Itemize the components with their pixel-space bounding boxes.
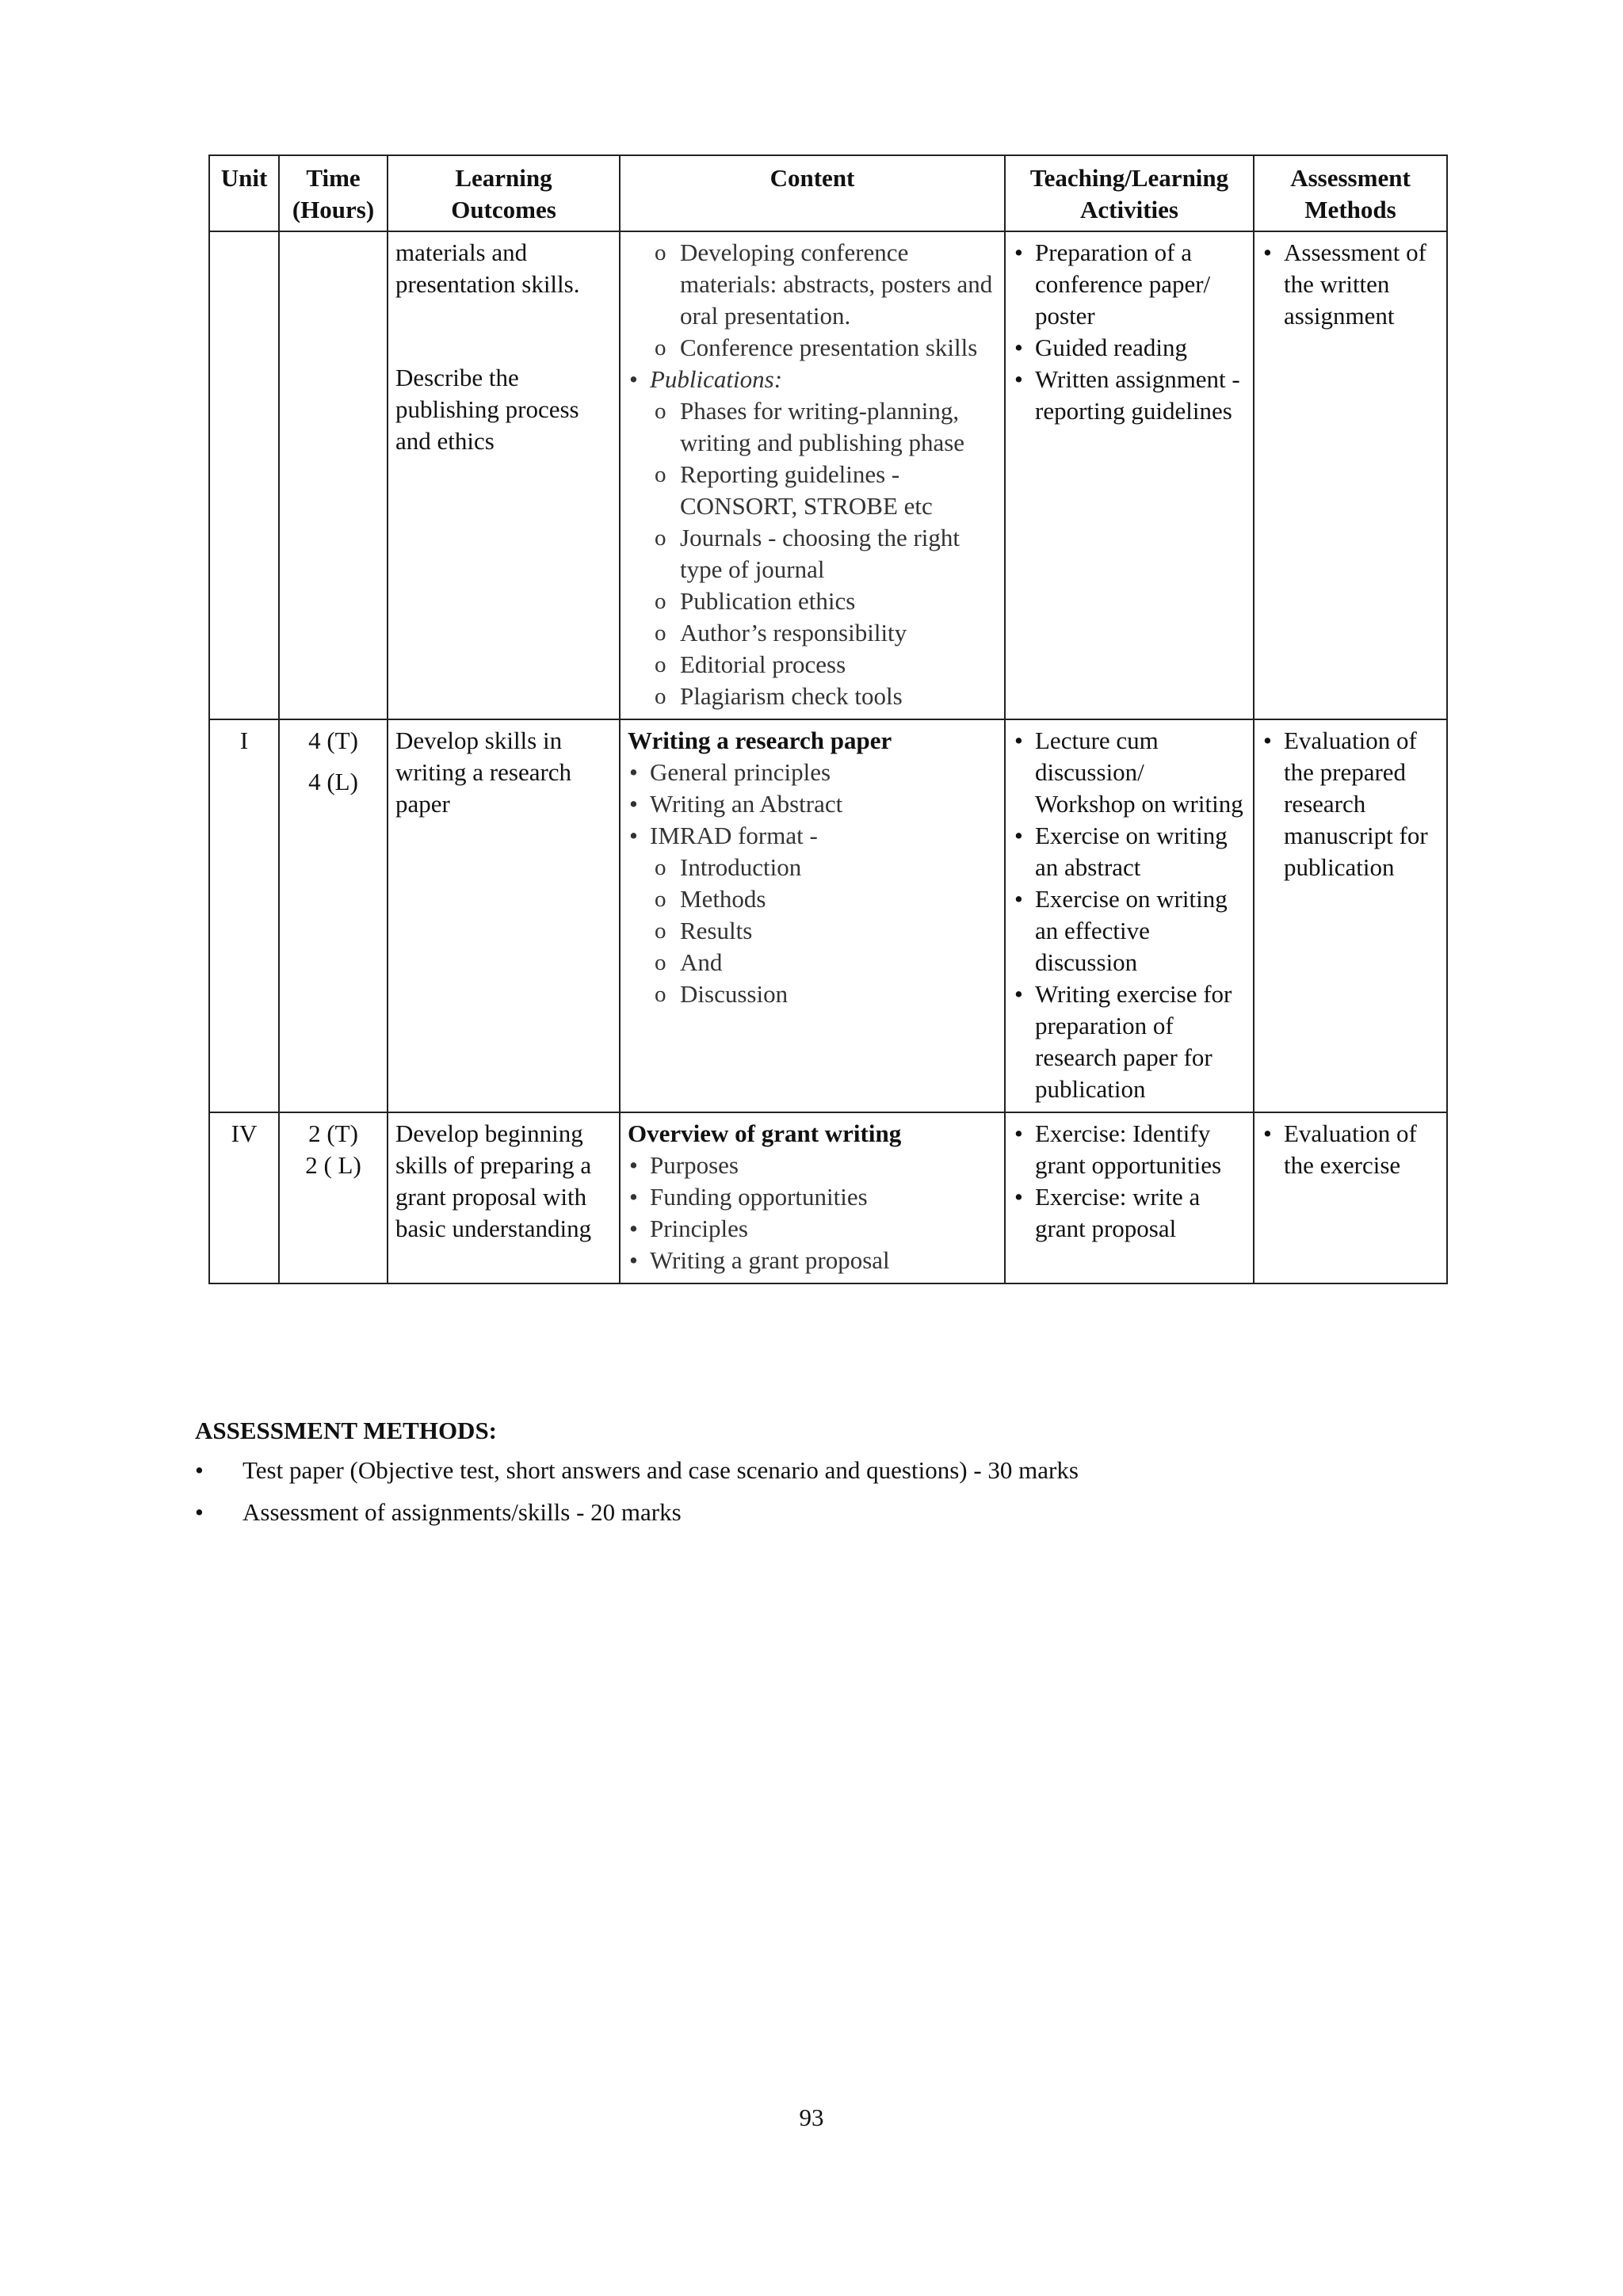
content-sub-list: [650, 395, 997, 712]
content-sub-item: o Publication ethics: [650, 585, 997, 617]
time-lab: 2 ( L): [305, 1151, 361, 1179]
outcome-text: Describe the publishing process and ethics: [395, 364, 579, 455]
header-time: [279, 155, 388, 231]
spacer: [395, 300, 612, 362]
syllabus-table: [208, 154, 1448, 1284]
content-sub-list: [650, 852, 997, 1010]
activity-item: • Guided reading: [1013, 332, 1246, 364]
content-sub-item: o And: [650, 947, 997, 978]
header-content: Content: [620, 155, 1005, 231]
table-row: [209, 1112, 1447, 1283]
content-item: • Funding opportunities: [628, 1181, 997, 1213]
outcomes-cell: [388, 719, 620, 1112]
activities-cell: [1005, 719, 1254, 1112]
header-activities-line: Teaching/Learning: [1029, 164, 1229, 192]
activity-item: • Exercise: write a grant proposal: [1013, 1181, 1246, 1245]
header-unit: Unit: [209, 155, 279, 231]
assessment-cell: [1254, 231, 1447, 719]
content-sub-item: o Methods: [650, 883, 997, 915]
content-sub-item: o Introduction: [650, 852, 997, 883]
content-sub-item: o Conference presentation skills: [650, 332, 997, 364]
activities-cell: [1005, 231, 1254, 719]
content-item: [628, 820, 997, 1010]
page-number: 93: [799, 2103, 824, 2131]
outcome-text: Develop beginning skills of preparing a grant proposal with basic understanding: [395, 1119, 592, 1242]
content-item-label: Publications:: [650, 365, 783, 393]
assessment-item: • Evaluation of the exercise: [1262, 1118, 1439, 1181]
time-cell: [279, 719, 388, 1112]
content-sub-list: [650, 237, 997, 364]
content-item: [628, 364, 997, 712]
content-cell: [620, 1112, 1005, 1283]
activity-item: • Preparation of a conference paper/ poster: [1013, 237, 1246, 332]
content-heading: Writing a research paper: [628, 727, 892, 754]
header-assessment-line: Assessment: [1290, 164, 1411, 192]
header-time-line: (Hours): [292, 196, 375, 223]
assessment-item: • Evaluation of the prepared research manuscript for publication: [1262, 725, 1439, 883]
content-list: [628, 364, 997, 712]
table-header-row: [209, 155, 1447, 231]
spacer: [287, 757, 380, 766]
outcomes-cell: [388, 231, 620, 719]
activity-item: • Exercise on writing an abstract: [1013, 820, 1246, 883]
assessment-methods-item: • Assessment of assignments/skills - 20 marks: [195, 1497, 1431, 1528]
assessment-list: [1262, 1118, 1439, 1181]
activities-cell: [1005, 1112, 1254, 1283]
table-row: [209, 231, 1447, 719]
header-outcomes-line: Outcomes: [451, 196, 556, 223]
unit-cell: [209, 231, 279, 719]
content-sub-item: o Editorial process: [650, 649, 997, 681]
content-item: • Writing an Abstract: [628, 788, 997, 820]
assessment-cell: [1254, 719, 1447, 1112]
content-cell: [620, 719, 1005, 1112]
outcomes-cell: [388, 1112, 620, 1283]
time-cell: [279, 1112, 388, 1283]
content-sub-item: o Journals - choosing the right type of journal: [650, 522, 997, 585]
outcome-text: materials and presentation skills.: [395, 238, 580, 298]
assessment-list: [1262, 725, 1439, 883]
header-activities-line: Activities: [1080, 196, 1178, 223]
assessment-methods-heading: ASSESSMENT METHODS:: [195, 1417, 498, 1444]
content-sub-item: o Author’s responsibility: [650, 617, 997, 649]
header-assessment-line: Methods: [1304, 196, 1396, 223]
activities-list: [1013, 237, 1246, 427]
table-row: [209, 719, 1447, 1112]
time-cell: [279, 231, 388, 719]
assessment-cell: [1254, 1112, 1447, 1283]
assessment-item: • Assessment of the written assignment: [1262, 237, 1439, 332]
unit-cell: I: [209, 719, 279, 1112]
activity-item: • Written assignment - reporting guidelines: [1013, 364, 1246, 427]
activity-item: • Writing exercise for preparation of research paper for publication: [1013, 978, 1246, 1105]
assessment-methods-item: • Test paper (Objective test, short answers and case scenario and questions) - 30 marks: [195, 1455, 1431, 1486]
time-theory: 4 (T): [308, 727, 358, 754]
content-item-label: IMRAD format -: [650, 822, 818, 849]
assessment-methods-list: [195, 1455, 1431, 1539]
activity-item: • Exercise: Identify grant opportunities: [1013, 1118, 1246, 1181]
content-sub-item: o Developing conference materials: abstracts, posters and oral presentation.: [650, 237, 997, 332]
content-item: • Principles: [628, 1213, 997, 1245]
content-sub-item: o Discussion: [650, 978, 997, 1010]
outcome-text: Develop skills in writing a research paper: [395, 727, 572, 818]
activity-item: • Lecture cum discussion/ Workshop on writing: [1013, 725, 1246, 820]
content-list: [628, 757, 997, 1010]
content-sub-item: o Plagiarism check tools: [650, 681, 997, 712]
header-outcomes-line: Learning: [455, 164, 552, 192]
content-list: [628, 1150, 997, 1276]
content-sub-item: o Reporting guidelines - CONSORT, STROBE etc: [650, 459, 997, 522]
header-outcomes: [388, 155, 620, 231]
activity-item: • Exercise on writing an effective discussion: [1013, 883, 1246, 978]
content-cell: [620, 231, 1005, 719]
header-assessment: [1254, 155, 1447, 231]
content-sub-item: o Results: [650, 915, 997, 947]
content-item: • General principles: [628, 757, 997, 788]
content-sub-item: o Phases for writing-planning, writing and publishing phase: [650, 395, 997, 459]
content-item: • Purposes: [628, 1150, 997, 1181]
activities-list: [1013, 1118, 1246, 1245]
time-lab: 4 (L): [308, 768, 358, 795]
time-theory: 2 (T): [308, 1119, 358, 1147]
unit-cell: IV: [209, 1112, 279, 1283]
assessment-list: [1262, 237, 1439, 332]
activities-list: [1013, 725, 1246, 1105]
header-time-line: Time: [306, 164, 361, 192]
header-activities: [1005, 155, 1254, 231]
content-heading: Overview of grant writing: [628, 1119, 902, 1147]
content-item: • Writing a grant proposal: [628, 1245, 997, 1276]
